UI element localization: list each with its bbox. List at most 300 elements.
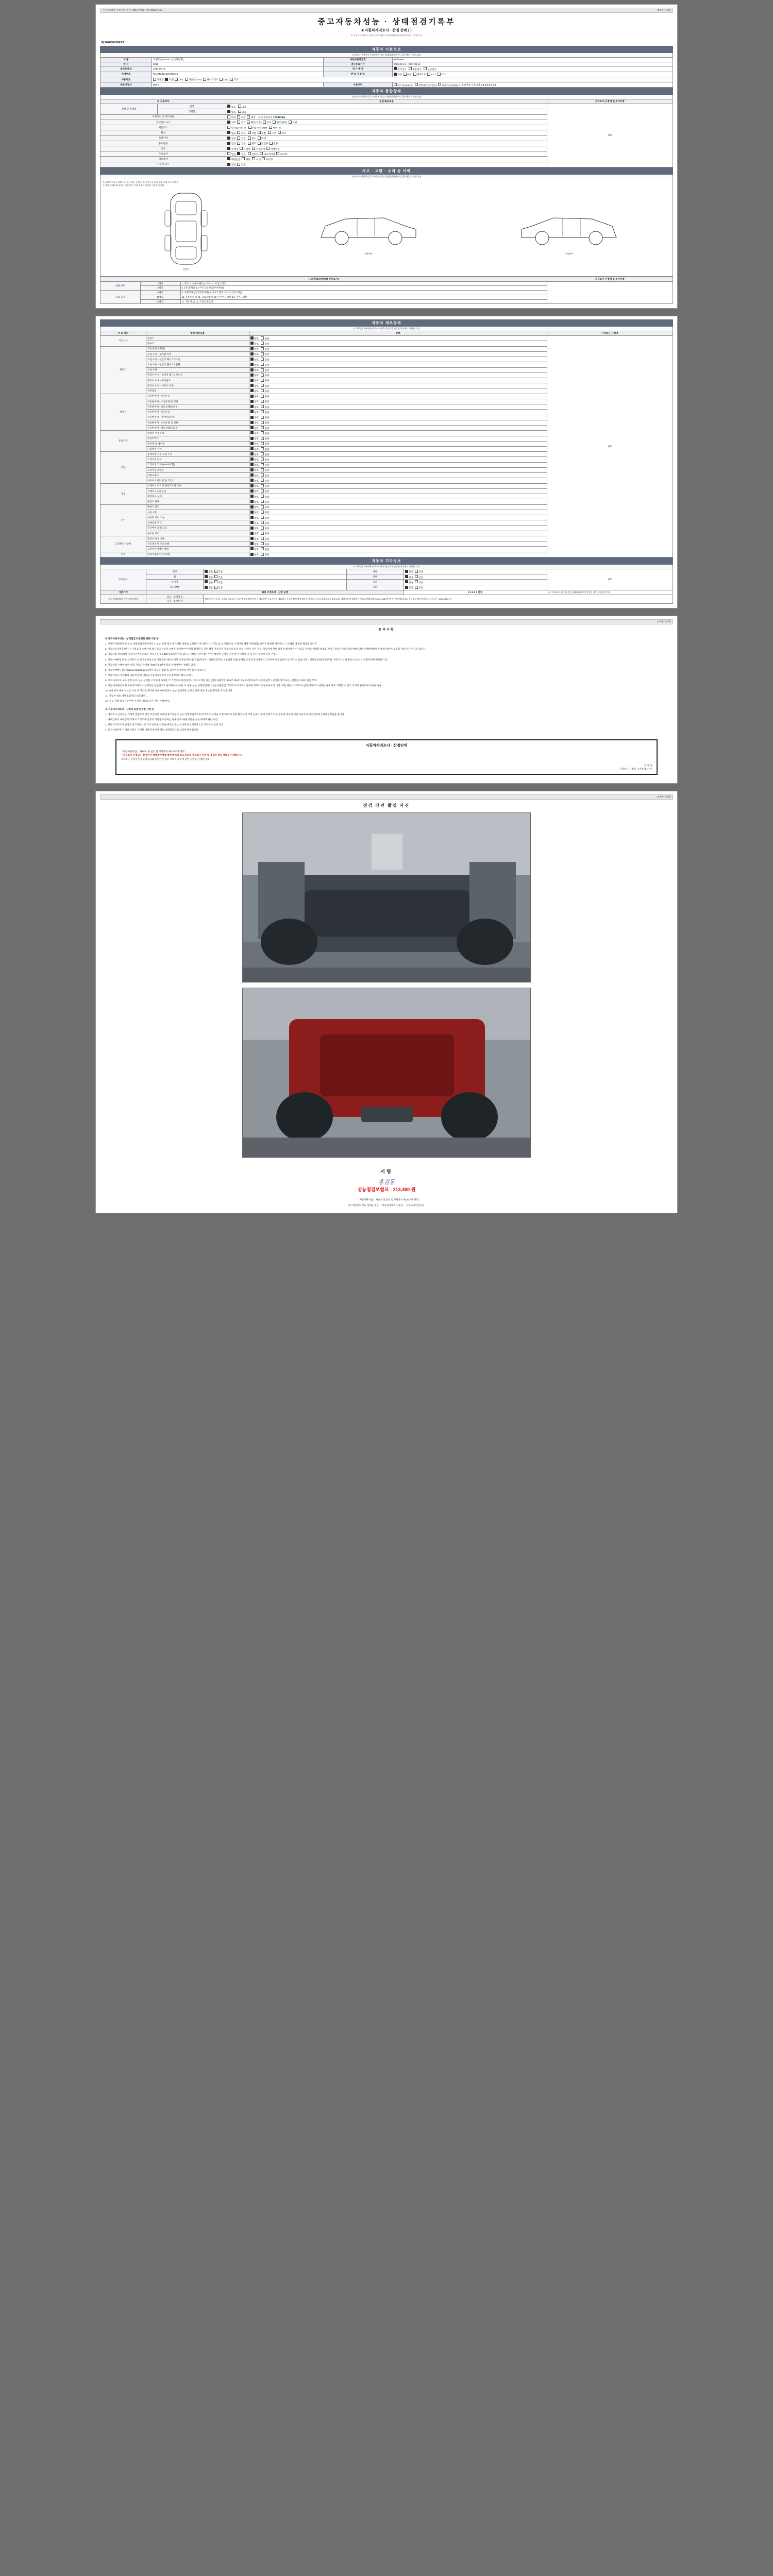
checkbox-fuel-4[interactable]: 하이브리드 [203,78,219,81]
checkbox-state-good[interactable]: 양호 [250,400,259,403]
cell-checkboxes [226,151,547,157]
checkbox-item[interactable]: 없음 [227,111,236,113]
checkbox-state-good[interactable]: 양호 [250,343,259,345]
checkbox-flood[interactable]: 침수 [248,137,256,140]
checkbox-state-bad[interactable]: 불량 [261,379,269,382]
cell-group-label: 전기 [100,504,146,536]
cell-item-label: 구동축전지 격리 상태 [146,541,249,547]
checkbox-fuel-6[interactable]: 기타 [230,78,238,81]
checkbox-rent[interactable]: 렌트 [248,142,256,145]
cell-checkboxes [226,141,547,146]
checkbox-state-bad[interactable]: 불량 [261,432,269,435]
checkbox-recall-1[interactable]: 해당 [242,158,250,161]
checkbox-none[interactable]: 없음 [405,576,413,579]
cell-label: 자동차등록번호 [324,58,392,62]
checkbox-item[interactable]: 있음 [238,106,246,108]
checkbox-tuning-0[interactable]: 없음 [227,132,236,134]
cell-state-checkboxes [249,541,547,547]
checkbox-trans-3[interactable]: CVT [427,73,436,76]
col-header-state: 상태 [249,331,547,336]
checkbox-tuning-illegal[interactable]: 불법 [258,132,266,134]
cell-item-label: 수동변속기 - 기어변속장치 [146,415,249,420]
checkbox-state-bad[interactable]: 불량 [261,353,269,355]
form-code: 자동차관리법 시행규칙 [별지 제82호서식] <개정 2021.7.13.> [102,9,163,11]
checkbox-state-bad[interactable]: 불량 [261,427,269,430]
table-row [100,336,673,341]
cell-rank: B랭크 [140,295,180,299]
checkbox-color-1[interactable]: 유채색 [240,148,250,150]
cell-group-label: 주요 골격 [100,291,141,304]
cell-state-checkboxes [249,404,547,410]
cell-item-label: 냉각수 누수 - 워터펌프 [146,378,249,383]
cell-label: 성능 · 상태점검 [146,595,203,599]
checkbox-state-bad[interactable]: 불량 [261,490,269,493]
cell-value: 5. (쿼터)패널 6.(사이드)실패널(루프패널) [180,286,547,291]
checkbox-special-1[interactable]: 있음 [237,137,245,140]
checkbox-state-bad[interactable]: 불량 [261,538,269,540]
checkbox-option-1[interactable]: 있음 [237,153,245,156]
checkbox-state-bad[interactable]: 불량 [261,474,269,477]
page-title: 중고자동차성능 · 상태점검기록부 [317,18,456,26]
cell-value: 17. 리어패널 18. 트렁크플로어 [180,299,547,304]
cell-label: 유리 [346,580,404,585]
checkbox-state-good[interactable]: 양호 [250,390,259,393]
checkbox-vin-5[interactable]: 도말 [289,121,297,124]
checkbox-usechange-0[interactable]: 없음 [227,142,236,145]
table-row [100,77,673,82]
checkbox-state-bad[interactable]: 불량 [261,337,269,340]
table-row [100,82,673,88]
checkbox-state-bad[interactable]: 불량 [261,553,269,556]
cell-guarantee-text: 헤인즈케어서비스, 드림화재보상사, 비공개 정보 열람이력 등 제공관련 중고자동차 제휴회사 중고차 확인내역 없다는 보험금 지급이 보증하고 유효합니다. 계약조항에 설계하지 서비스방법(전화 3000-1068/전자우편·우편/메일하다), 신규보험 테이터베이스 등록 (단 : 1533-2720) ※ [203,595,673,603]
checkbox-trans-1[interactable]: 수동 [404,73,412,76]
checkbox-state-bad[interactable]: 불량 [261,416,269,419]
checkbox-emission-0[interactable]: 일산화탄소 [227,127,243,129]
diagram-legend-2: ※ 하단 당해부위 승용차 기준이며, 기타 차종의 승용차 기준을 준용함 [103,183,164,187]
checkbox-inspection-0[interactable]: 정기검사 [394,68,407,71]
cell-checkboxes [203,585,346,590]
checkbox-state-bad[interactable]: 불량 [261,501,269,503]
checkbox-recall-done[interactable]: 이행 [252,158,260,161]
checkbox-vin-1[interactable]: 부식 [237,121,245,124]
cell-state-checkboxes [249,457,547,462]
checkbox-inspection-2[interactable]: 신규검사 [424,68,436,71]
checkbox-state-good[interactable]: 양호 [250,453,259,456]
col-header-usage: ※ 사용여부 [100,99,226,104]
checkbox-usechange-1[interactable]: 있음 [237,142,245,145]
cell-total-note: ※ 가격조사·산정자와 성능상태점검자가 동일인인 경우 동일하게 기재 [547,590,673,595]
checkbox-state-bad[interactable]: 불량 [261,390,269,393]
checkbox-state-good[interactable]: 양호 [250,485,259,487]
car-front-view-icon [153,190,220,267]
cell-state-checkboxes [249,399,547,404]
cell-checkboxes [226,135,547,141]
checkbox-state-bad[interactable]: 불량 [261,485,269,487]
checkbox-option-0[interactable]: 없음 [227,153,236,156]
cell-state-checkboxes [249,504,547,510]
checkbox-none[interactable]: 없음 [205,576,213,579]
checkbox-state-good[interactable]: 양호 [250,337,259,340]
declaration-line-0: 「자동차관리법」 제58조 및 같은 법 시행규칙 제120조에 따라 [121,750,185,753]
table-row [100,590,673,595]
section-note-accident: (가격조사·산정자가 중고자동차 성능·상태점검자가 아닌 경우에는 기재합니다) [100,175,673,179]
checkbox-sunroof[interactable]: 선루프 [248,153,259,156]
checkbox-yes[interactable]: 있음 [415,581,423,584]
cell-checkboxes [226,130,547,135]
fee-label: 성능점검보험료 : [357,1187,392,1192]
cell-state-checkboxes [249,473,547,478]
checkbox-state-good[interactable]: 양호 [250,353,259,355]
checkbox-state-bad[interactable]: 불량 [261,421,269,424]
cell-item-label: 디퍼렌셜 기어 [146,447,249,452]
checkbox-yes[interactable]: 있음 [415,576,423,579]
checkbox-none[interactable]: 없음 [405,581,413,584]
checkbox-state-good[interactable]: 양호 [250,511,259,514]
checkbox-trans-4[interactable]: 기타 [438,73,446,76]
cell-rank: A랭크 [140,291,180,295]
table-row [100,62,673,66]
checkbox-fire[interactable]: 화재 [258,137,266,140]
checkbox-state-good[interactable]: 양호 [250,359,259,361]
checkbox-state-good[interactable]: 양호 [250,427,259,430]
checkbox-state-good[interactable]: 양호 [250,490,259,493]
checkbox-tuning-struct[interactable]: 구조 [268,132,276,134]
col-header-detail: 점검내용/내용 [226,99,547,104]
declaration-line-1: 「가격조사·산정인」 산정가가 매매계약체결 내역에 따라 중고자동차 가격조사·산정 및 점검의 성능·상태를 기재합니다. [121,754,243,757]
checkbox-state-good[interactable]: 양호 [250,527,259,530]
col-header-main-device: 주 요 장치 [100,331,146,336]
guarantee-title-text: 성능·상태점검자 가격·조사산정자 [108,597,138,600]
cell-state-checkboxes [249,547,547,552]
checkbox-yes[interactable]: 있음 [214,576,223,579]
section-note-overall: (가격조사·산정자가 중고자동차 성능·상태점검자가 아닌 경우에는 기재합니다) [100,95,673,99]
cell-label: 내장 [346,569,404,574]
checkbox-state-good[interactable]: 양호 [250,548,259,551]
checkbox-state-good[interactable]: 양호 [250,532,259,535]
cell-checkboxes [226,109,547,114]
cell-label: 주요옵션 [100,151,226,157]
cell-item-label: 수동변속기 - 작동상태(공회전) [146,426,249,431]
checkbox-state-good[interactable]: 양호 [250,421,259,424]
checkbox-state-good[interactable]: 양호 [250,395,259,398]
checkbox-state-good[interactable]: 양호 [250,443,259,445]
checkbox-display-0[interactable]: 없음 [227,163,236,166]
cell-value: 1. 후드 2. 프론트펜더 3. 도어 4. 트렁크리드 [180,281,547,286]
checkbox-state-good[interactable]: 양호 [250,469,259,471]
checkbox-state-bad[interactable]: 불량 [261,548,269,551]
cell-item-label: 등속조인트 [146,436,249,441]
checkbox-state-bad[interactable]: 불량 [261,374,269,377]
notice2-item: 4. 특기사항란에 기재된 사항은 기재된 내용에 한하여 성능·상태점검자의 보증에 해당합니다. [105,728,199,731]
table-accident-panels [100,277,673,304]
checkbox-navigation[interactable]: 내비게이션 [260,153,275,156]
cell-checkboxes [226,157,547,162]
checkbox-state-bad[interactable]: 불량 [261,511,269,514]
emission-unit: % [278,126,281,129]
checkbox-state-bad[interactable]: 불량 [261,496,269,498]
checkbox-vin-4[interactable]: 변조(변타) [273,121,287,124]
notice-head-1: ※ 중고자동차성능 · 상태점검과 관련된 관한 사항 등 [105,637,159,640]
checkbox-tuning-1[interactable]: 있음 [237,132,245,134]
form-topbar [100,8,673,13]
checkbox-state-good[interactable]: 양호 [250,480,259,482]
cell-label: 주행거리 및 계기상태 [100,114,226,120]
checkbox-state-good[interactable]: 양호 [250,459,259,461]
table-overall-state [100,99,673,167]
notice-body [100,635,673,735]
checkbox-state-good[interactable]: 양호 [250,448,259,451]
checkbox-government[interactable]: 관용 [270,142,278,145]
checkbox-state-bad[interactable]: 불량 [261,464,269,466]
checkbox-vin-2[interactable]: 훼손(오손) [247,121,261,124]
checkbox-state-good[interactable]: 양호 [250,517,259,519]
cell-group-label: 원동기 [100,346,146,394]
checkbox-state-bad[interactable]: 불량 [261,459,269,461]
notice-item: 3. 자동차의 성능/상태 점검기간에 1년 또는 성능기록이 1,000 킬로미터이하 합니다. (성능기간이 1년 미만) 해당한 근정할 경우에 이 이내에 그 중 판단 등에서 인증 주행 ... [105,653,278,656]
checkbox-state-good[interactable]: 양호 [250,416,259,419]
checkbox-state-bad[interactable]: 불량 [261,517,269,519]
cell-checkboxes [404,585,547,590]
checkbox-state-bad[interactable]: 불량 [261,453,269,456]
cell-checkboxes [392,66,673,72]
cell-label: 원동기형식 [100,82,152,88]
checkbox-color-0[interactable]: 무채색 [227,148,238,150]
checkbox-state-good[interactable]: 양호 [250,543,259,546]
cell-state-checkboxes [249,483,547,488]
sheet-page-2 [95,316,678,608]
checkbox-state-good[interactable]: 양호 [250,374,259,377]
cell-checkboxes [203,569,346,574]
cell-price-note [547,281,673,304]
cell-group-label: 고전원전기장치 [100,536,146,552]
cell-item-label: 고전원전기배선 상태 [146,547,249,552]
checkbox-recall-notdone[interactable]: 미이행 [262,158,273,161]
notice2-item: 1. 가격조사·산정자는 이래의 방법으로 점검 보증기간 이내에 중고자동차 성능·상태점검기록부(가격조사·산정을 포함)에 따라 검증 확인하여 기재 실제 차량의 상태가 다른 경우에 대하여 해당 자동차의 매수인에게 손해배상책임을 집니다. [105,713,345,716]
cell-group-label: 자기진단 [100,336,146,346]
page-note: ※ 자동차가격조사·산정 선택시에만 자동차가격조사·산정액 란을 기재합니다. [350,34,423,37]
page-number-2: (3쪽중 제2쪽) [657,620,671,623]
checkbox-none[interactable]: 없음 [205,586,213,589]
current-mileage-label: 현재 주행거리 [258,116,273,119]
checkbox-state-bad[interactable]: 불량 [261,522,269,524]
cell-state-checkboxes [249,499,547,504]
checkbox-emission-2[interactable]: 매연 [269,127,277,129]
checkbox-state-bad[interactable]: 불량 [261,480,269,482]
cell-state-checkboxes [249,526,547,531]
cell-checkboxes [152,77,673,82]
checkbox-state-good[interactable]: 양호 [250,364,259,366]
cell-item-label: 충전구 절연 상태 [146,536,249,541]
checkbox-state-bad[interactable]: 불량 [261,527,269,530]
checkbox-state-bad[interactable]: 불량 [261,364,269,366]
checkbox-state-good[interactable]: 양호 [250,553,259,556]
cell-label: 색상 [100,146,226,151]
checkbox-state-bad[interactable]: 불량 [261,411,269,414]
overall-result: 양호 [607,134,612,137]
cell-label: 용도변경 [100,141,226,146]
cell-item-label: 수동변속기 - 오일누유 [146,410,249,415]
checkbox-state-good[interactable]: 양호 [250,506,259,509]
checkbox-usage-2[interactable]: 관용(있음/없음) [438,84,458,87]
notice2-item: 2. 매매업자가 매수인이 거래시 가격조사·산정의 이행을 보증하는 경우 등록 내용 이행을 성능 내역에 관한 사항... [105,718,220,721]
cell-checkboxes [226,162,547,167]
checkbox-none[interactable]: 없음 [405,586,413,589]
document-id-label: 제 [101,41,104,44]
checkbox-item[interactable]: 있음 [238,111,246,113]
car-view-label: 우측면부 [565,252,574,255]
cell-item-label: 타이로드엔드 및 볼 조인트 [146,478,249,483]
signature-image: 홍길동 [378,1179,395,1185]
cell-item-label: 스티어링 기어(MDPS포함) [146,462,249,467]
checkbox-yes[interactable]: 있음 [415,570,423,573]
cell-group-label: 연료 [100,552,146,557]
footnote-0: 「 「자동차관리법」 제58조 및 같은 법 시행규칙 제120조에 따라 [354,1198,419,1201]
checkbox-fuel-1[interactable]: 디젤 [165,78,173,81]
cell-checkboxes [404,574,547,580]
checkbox-fuel-5[interactable]: CNG [220,78,229,81]
checkbox-yes[interactable]: 있음 [214,586,223,589]
checkbox-state-bad[interactable]: 불량 [261,400,269,403]
checkbox-trans-0[interactable]: 자동 [394,73,402,76]
checkbox-none[interactable]: 없음 [205,581,213,584]
checkbox-tuning-legal[interactable]: 적법 [248,132,256,134]
checkbox-item[interactable]: 없음 [227,106,236,108]
checkbox-usage-0[interactable]: 렌트(있음/없음) [394,84,413,87]
checkbox-fuel-2[interactable]: LPG [175,78,183,81]
checkbox-state-bad[interactable]: 불량 [261,469,269,471]
cell-label: 휠 [146,574,203,580]
checkbox-colorchange[interactable]: 색상변경 [266,148,279,150]
checkbox-state-good[interactable]: 양호 [250,379,259,382]
checkbox-state-good[interactable]: 양호 [250,464,259,466]
checkbox-state-good[interactable]: 양호 [250,538,259,540]
checkbox-emission-1[interactable]: 탄화수소 [248,127,261,129]
car-view-label: 상면부 [182,267,189,270]
cell-label: 전장 및 적재함 [100,104,158,114]
document-page [0,0,773,1231]
checkbox-state-good[interactable]: 양호 [250,369,259,371]
cell-item-label: 실내송풍 모터 [146,520,249,526]
table-row [100,72,673,77]
notice2-item: 3. 자동차가격조사·산정은 중고자동차의 가격 산정을 의뢰한 매수인 또는 소비자의 선택사항으로 가격조사·산정 의뢰... [105,723,226,726]
notice-item: 12. 성능·상태 점검기록부에 기재된 내용과 다른 경우 손해배상... [105,700,171,703]
cell-item-label: 작동상태(공회전) [146,346,249,351]
cell-mileage [226,114,547,120]
checkbox-state-good[interactable]: 양호 [250,432,259,435]
checkbox-inspection-1[interactable]: 종합검사 [409,68,422,71]
checkbox-state-bad[interactable]: 불량 [261,395,269,398]
cell-value: 11. 프론트패널 12. 크로스멤버 13. 인사이드패널 14. 사이드멤버 [180,295,547,299]
section-note-other: (※ 항목별·세부사항 및 특기사항을 점검자가 점검한 경우에는 기재합니다) [100,565,673,569]
checkbox-state-good[interactable]: 양호 [250,522,259,524]
checkbox-usage-1[interactable]: 영업용(있음/없음) [415,84,437,87]
checkbox-yes[interactable]: 있음 [214,570,223,573]
checkbox-mileage-2[interactable]: 불량 [247,116,255,118]
checkbox-yes[interactable]: 있음 [415,586,423,589]
cell-label: 보유상태 [146,585,203,590]
checkbox-state-bad[interactable]: 불량 [261,343,269,345]
col-header-price-note: 가격조사·산정액 및 특기사항 [547,277,673,281]
checkbox-state-good[interactable]: 양호 [250,406,259,409]
checkbox-state-good[interactable]: 양호 [250,474,259,477]
checkbox-state-good[interactable]: 양호 [250,501,259,503]
col-header-price: 가격조사·산정액 [547,331,673,336]
declaration-line-2: 가격조사·산정자가 성능점검자와 동일인이 경우 서비스 제공에 관한 사항을 기재합니다. [121,757,210,760]
checkbox-state-bad[interactable]: 불량 [261,359,269,361]
checkbox-vin-3[interactable]: 상이 [263,121,271,124]
cell-detail-result: 양호 [547,336,673,557]
checkbox-mileage-1[interactable]: 교환 [237,116,245,118]
checkbox-state-good[interactable]: 양호 [250,411,259,414]
table-row [100,281,673,286]
cell-checkboxes [392,72,673,77]
checkbox-display-1[interactable]: 있음 [237,163,245,166]
checkbox-state-bad[interactable]: 불량 [261,443,269,445]
checkbox-state-bad[interactable]: 불량 [261,348,269,350]
fee-line [100,1186,673,1197]
checkbox-business[interactable]: 영업용 [258,142,268,145]
checkbox-state-bad[interactable]: 불량 [261,437,269,440]
cell-label: 사용연료 [100,77,152,82]
checkbox-state-good[interactable]: 양호 [250,496,259,498]
cell-state-checkboxes [249,488,547,494]
checkbox-state-bad[interactable]: 불량 [261,448,269,451]
cell-state-checkboxes [249,478,547,483]
checkbox-state-bad[interactable]: 불량 [261,369,269,371]
checkbox-recall-0[interactable]: 해당없음 [227,158,240,161]
cell-label: 광택 [346,574,404,580]
checkbox-special-0[interactable]: 없음 [227,137,236,140]
checkbox-state-good[interactable]: 양호 [250,437,259,440]
checkbox-tuning-device[interactable]: 장치 [278,132,286,134]
notice-head-2: ※ 자동차가격조사 · 산정의 보증에 관한 사항 등 [105,707,154,710]
table-detail-state [100,331,673,557]
table-basic-info [100,57,673,88]
section-note-detail: (※ 항목별·세부사항 및 특기사항을 점검자가 점검한 경우에는 기재합니다) [100,327,673,331]
cell-label: 타이어 [146,580,203,585]
checkbox-vin-0[interactable]: 양호 [227,121,236,124]
checkbox-trans-2[interactable]: 세미오토 [413,73,426,76]
checkbox-none[interactable]: 없음 [405,570,413,573]
page-subtitle: ■ 자동차가격조사 · 산정 선택 ( ) [361,29,412,32]
cell-item-label: 빨간기 분해 [146,499,249,504]
current-mileage-value: 179,361km [273,116,285,119]
checkbox-state-good[interactable]: 양호 [250,385,259,387]
checkbox-state-bad[interactable]: 불량 [261,532,269,535]
checkbox-mileage-0[interactable]: 변경 [227,116,236,118]
checkbox-none[interactable]: 없음 [205,570,213,573]
checkbox-state-bad[interactable]: 불량 [261,385,269,387]
checkbox-airbag[interactable]: 에어백 [276,153,287,156]
checkbox-fuel-0[interactable]: 가솔린 [153,78,164,81]
checkbox-fuel-3[interactable]: 가솔린+LPG [185,78,202,81]
checkbox-yes[interactable]: 있음 [214,581,223,584]
notice-list-2 [105,713,668,732]
checkbox-state-bad[interactable]: 불량 [261,406,269,409]
table-header-row [100,331,673,336]
checkbox-state-bad[interactable]: 불량 [261,506,269,509]
footnote-1: 중고자동차의 성능·상태를 점검, 「자동차가격조사·산정 」 사항을 확인합니다. [348,1204,425,1207]
declaration-title: 자동차가격조사 · 산정인에 [365,744,408,748]
checkbox-repaint[interactable]: 전체도색 [252,148,265,150]
cell-checkboxes [226,120,547,125]
cell-item-label: 시동 모터 [146,510,249,515]
checkbox-state-bad[interactable]: 불량 [261,543,269,546]
checkbox-state-good[interactable]: 양호 [250,348,259,350]
cell-item-label: 클러치 어셈블리 [146,431,249,436]
cell-checkboxes [404,580,547,585]
page-number-3: (3쪽중 제3쪽) [657,795,671,798]
